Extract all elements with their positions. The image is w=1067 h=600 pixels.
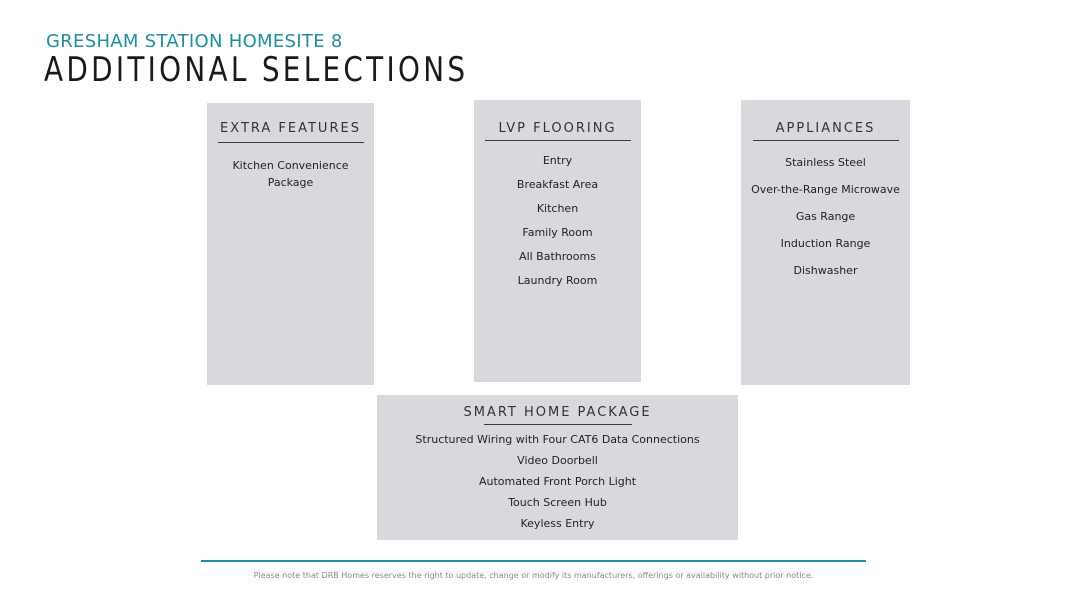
extra-features-divider: [218, 142, 364, 143]
list-item: Kitchen Convenience: [232, 159, 349, 172]
list-item: Breakfast Area: [516, 178, 599, 191]
list-item: Laundry Room: [517, 274, 598, 287]
list-item: Structured Wiring with Four CAT6 Data Connections: [415, 433, 700, 446]
page-subtitle: GRESHAM STATION HOMESITE 8: [46, 31, 343, 52]
smart-home-heading: SMART HOME PACKAGE: [463, 405, 652, 420]
list-item: Over-the-Range Microwave: [751, 183, 900, 196]
list-item: Package: [267, 176, 314, 189]
list-item: Automated Front Porch Light: [478, 475, 637, 488]
lvp-flooring-divider: [485, 140, 631, 141]
appliances-divider: [753, 140, 899, 141]
appliances-heading: APPLIANCES: [775, 121, 876, 136]
lvp-flooring-panel: [474, 100, 641, 382]
footer-disclaimer: Please note that DRB Homes reserves the right to update, change or modify its manufacturers, offerings or availability without prior notice.: [253, 571, 814, 580]
smart-home-divider: [484, 424, 632, 425]
extra-features-heading: EXTRA FEATURES: [220, 121, 361, 136]
list-item: Entry: [542, 154, 573, 167]
list-item: Touch Screen Hub: [508, 496, 607, 509]
list-item: Stainless Steel: [785, 156, 866, 169]
list-item: Kitchen: [536, 202, 579, 215]
list-item: All Bathrooms: [519, 250, 596, 263]
footer-divider: [201, 560, 866, 562]
list-item: Family Room: [522, 226, 593, 239]
list-item: Induction Range: [780, 237, 871, 250]
smart-home-panel: [377, 395, 738, 540]
list-item: Keyless Entry: [520, 517, 595, 530]
extra-features-panel: [207, 103, 374, 385]
lvp-flooring-heading: LVP FLOORING: [498, 121, 617, 136]
list-item: Video Doorbell: [517, 454, 598, 467]
list-item: Dishwasher: [793, 264, 858, 277]
page-title: ADDITIONAL SELECTIONS: [44, 50, 469, 90]
list-item: Gas Range: [795, 210, 856, 223]
appliances-panel: [741, 100, 910, 385]
